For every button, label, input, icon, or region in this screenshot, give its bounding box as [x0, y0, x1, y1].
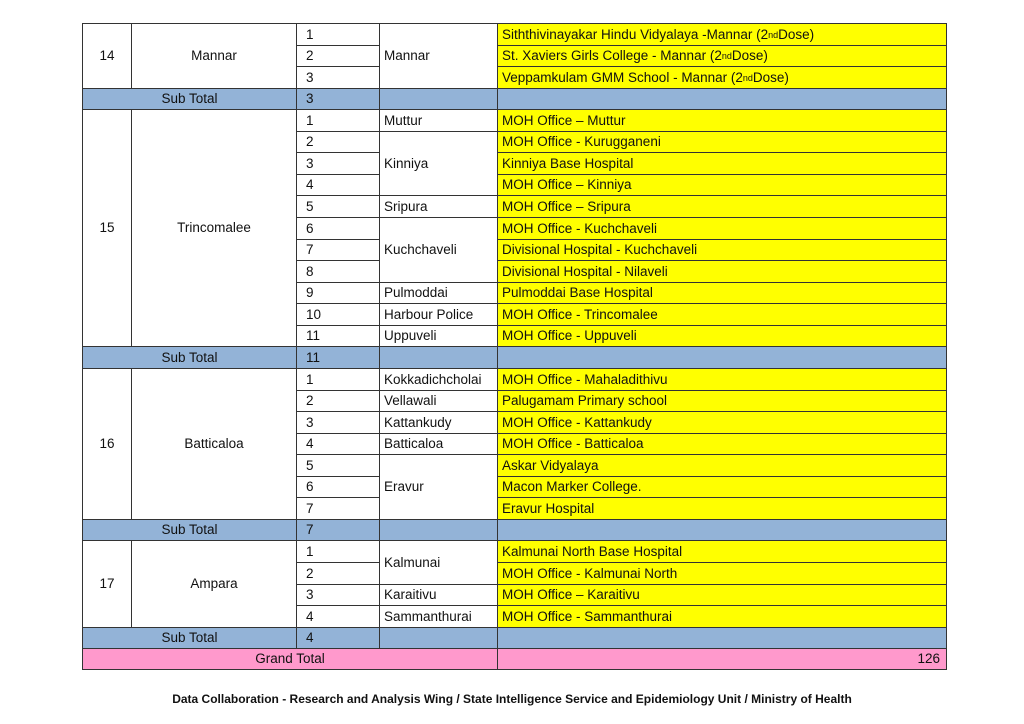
- subtotal-value: 11: [296, 346, 379, 368]
- subtotal-label: Sub Total: [82, 627, 296, 648]
- location-cell: [497, 325, 947, 346]
- location-name: MOH Office – Muttur: [502, 112, 626, 128]
- location-name: Divisional Hospital - Nilaveli: [502, 263, 668, 279]
- serial-number: 3: [296, 66, 379, 88]
- location-cell: [497, 152, 947, 174]
- location-name: Divisional Hospital - Kuchchaveli: [502, 242, 698, 258]
- location-cell: [497, 497, 947, 519]
- subtotal-spacer: [379, 346, 497, 368]
- location-cell: [497, 562, 947, 584]
- serial-number: 6: [296, 476, 379, 497]
- location-cell: [497, 303, 947, 325]
- moh-area: Kinniya: [379, 131, 497, 195]
- location-cell: [497, 390, 947, 411]
- moh-area: Sripura: [379, 195, 497, 217]
- serial-number: 1: [296, 368, 379, 390]
- moh-area: Karaitivu: [379, 584, 497, 605]
- moh-area: Sammanthurai: [379, 605, 497, 627]
- location-cell: Veppamkulam GMM School - Mannar (2 nd Dose): [497, 66, 947, 88]
- district-name: Mannar: [131, 23, 296, 88]
- serial-number: 5: [296, 195, 379, 217]
- location-name: MOH Office – Karaitivu: [502, 587, 640, 603]
- district-number: 15: [82, 109, 131, 346]
- serial-number: 3: [296, 411, 379, 433]
- subtotal-spacer: [379, 519, 497, 540]
- grand-total-value: 126: [497, 648, 947, 670]
- moh-area: Kattankudy: [379, 411, 497, 433]
- location-suffix: Dose): [731, 48, 768, 64]
- location-name: MOH Office - Kurugganeni: [502, 134, 661, 150]
- location-cell: [497, 195, 947, 217]
- location-name: Macon Marker College.: [502, 479, 642, 495]
- subtotal-value: 4: [296, 627, 379, 648]
- subtotal-label: Sub Total: [82, 88, 296, 109]
- location-name: MOH Office - Kalmunai North: [502, 565, 678, 581]
- moh-area: Kalmunai: [379, 540, 497, 584]
- serial-number: 8: [296, 260, 379, 282]
- location-name: Pulmoddai Base Hospital: [502, 285, 653, 301]
- subtotal-label: Sub Total: [82, 519, 296, 540]
- grand-total-label: Grand Total: [82, 648, 497, 670]
- subtotal-label: Sub Total: [82, 346, 296, 368]
- district-name: Batticaloa: [131, 368, 296, 519]
- moh-area: Mannar: [379, 23, 497, 88]
- location-name: Kalmunai North Base Hospital: [502, 543, 683, 559]
- serial-number: 9: [296, 282, 379, 303]
- serial-number: 2: [296, 390, 379, 411]
- location-cell: [497, 605, 947, 627]
- location-cell: Siththivinayakar Hindu Vidyalaya -Mannar (2 nd Dose): [497, 23, 947, 45]
- moh-area: Muttur: [379, 109, 497, 131]
- location-cell: [497, 282, 947, 303]
- serial-number: 10: [296, 303, 379, 325]
- serial-number: 2: [296, 45, 379, 66]
- location-cell: [497, 476, 947, 497]
- moh-area: Kokkadichcholai: [379, 368, 497, 390]
- location-cell: [497, 217, 947, 239]
- location-cell: [497, 454, 947, 476]
- location-name: MOH Office - Batticaloa: [502, 436, 644, 452]
- moh-area: Vellawali: [379, 390, 497, 411]
- subtotal-spacer: [497, 519, 947, 540]
- serial-number: 7: [296, 497, 379, 519]
- serial-number: 2: [296, 562, 379, 584]
- location-name: Eravur Hospital: [502, 500, 595, 516]
- serial-number: 4: [296, 174, 379, 195]
- serial-number: 4: [296, 605, 379, 627]
- district-name: Trincomalee: [131, 109, 296, 346]
- subtotal-spacer: [379, 627, 497, 648]
- district-number: 14: [82, 23, 131, 88]
- location-cell: [497, 174, 947, 195]
- serial-number: 7: [296, 239, 379, 260]
- location-name: MOH Office – Sripura: [502, 198, 631, 214]
- location-name: St. Xaviers Girls College - Mannar (2: [502, 48, 722, 64]
- subtotal-spacer: [497, 346, 947, 368]
- moh-area: Pulmoddai: [379, 282, 497, 303]
- location-cell: [497, 368, 947, 390]
- location-cell: [497, 411, 947, 433]
- serial-number: 3: [296, 152, 379, 174]
- moh-area: Harbour Police: [379, 303, 497, 325]
- moh-area: Uppuveli: [379, 325, 497, 346]
- location-cell: [497, 260, 947, 282]
- serial-number: 2: [296, 131, 379, 152]
- location-cell: [497, 109, 947, 131]
- location-suffix: Dose): [778, 26, 815, 42]
- location-name: MOH Office - Trincomalee: [502, 306, 658, 322]
- serial-number: 11: [296, 325, 379, 346]
- location-suffix: Dose): [752, 69, 789, 85]
- location-cell: [497, 433, 947, 454]
- district-number: 16: [82, 368, 131, 519]
- subtotal-value: 3: [296, 88, 379, 109]
- serial-number: 1: [296, 23, 379, 45]
- subtotal-spacer: [497, 627, 947, 648]
- location-name: MOH Office - Uppuveli: [502, 328, 637, 344]
- location-cell: [497, 239, 947, 260]
- location-name: Kinniya Base Hospital: [502, 155, 634, 171]
- location-name: Siththivinayakar Hindu Vidyalaya -Mannar (2: [502, 26, 769, 42]
- location-cell: [497, 584, 947, 605]
- serial-number: 6: [296, 217, 379, 239]
- location-name: Palugamam Primary school: [502, 393, 668, 409]
- district-number: 17: [82, 540, 131, 627]
- subtotal-spacer: [379, 88, 497, 109]
- subtotal-spacer: [497, 88, 947, 109]
- location-name: MOH Office - Kuchchaveli: [502, 220, 658, 236]
- moh-area: Batticaloa: [379, 433, 497, 454]
- location-name: MOH Office – Kinniya: [502, 177, 632, 193]
- serial-number: 5: [296, 454, 379, 476]
- serial-number: 3: [296, 584, 379, 605]
- location-name: MOH Office - Mahaladithivu: [502, 371, 668, 387]
- page-footer: Data Collaboration - Research and Analysis Wing / State Intelligence Service and Epidemiology Unit / Ministry of Health: [172, 692, 852, 706]
- location-cell: St. Xaviers Girls College - Mannar (2 nd Dose): [497, 45, 947, 66]
- moh-area: Eravur: [379, 454, 497, 519]
- location-name: Veppamkulam GMM School - Mannar (2: [502, 69, 743, 85]
- vaccination-centers-table: [82, 23, 947, 670]
- location-cell: [497, 540, 947, 562]
- location-name: MOH Office - Kattankudy: [502, 414, 652, 430]
- location-cell: [497, 131, 947, 152]
- location-name: Askar Vidyalaya: [502, 457, 599, 473]
- serial-number: 1: [296, 109, 379, 131]
- location-name: MOH Office - Sammanthurai: [502, 608, 673, 624]
- moh-area: Kuchchaveli: [379, 217, 497, 282]
- subtotal-value: 7: [296, 519, 379, 540]
- district-name: Ampara: [131, 540, 296, 627]
- serial-number: 1: [296, 540, 379, 562]
- serial-number: 4: [296, 433, 379, 454]
